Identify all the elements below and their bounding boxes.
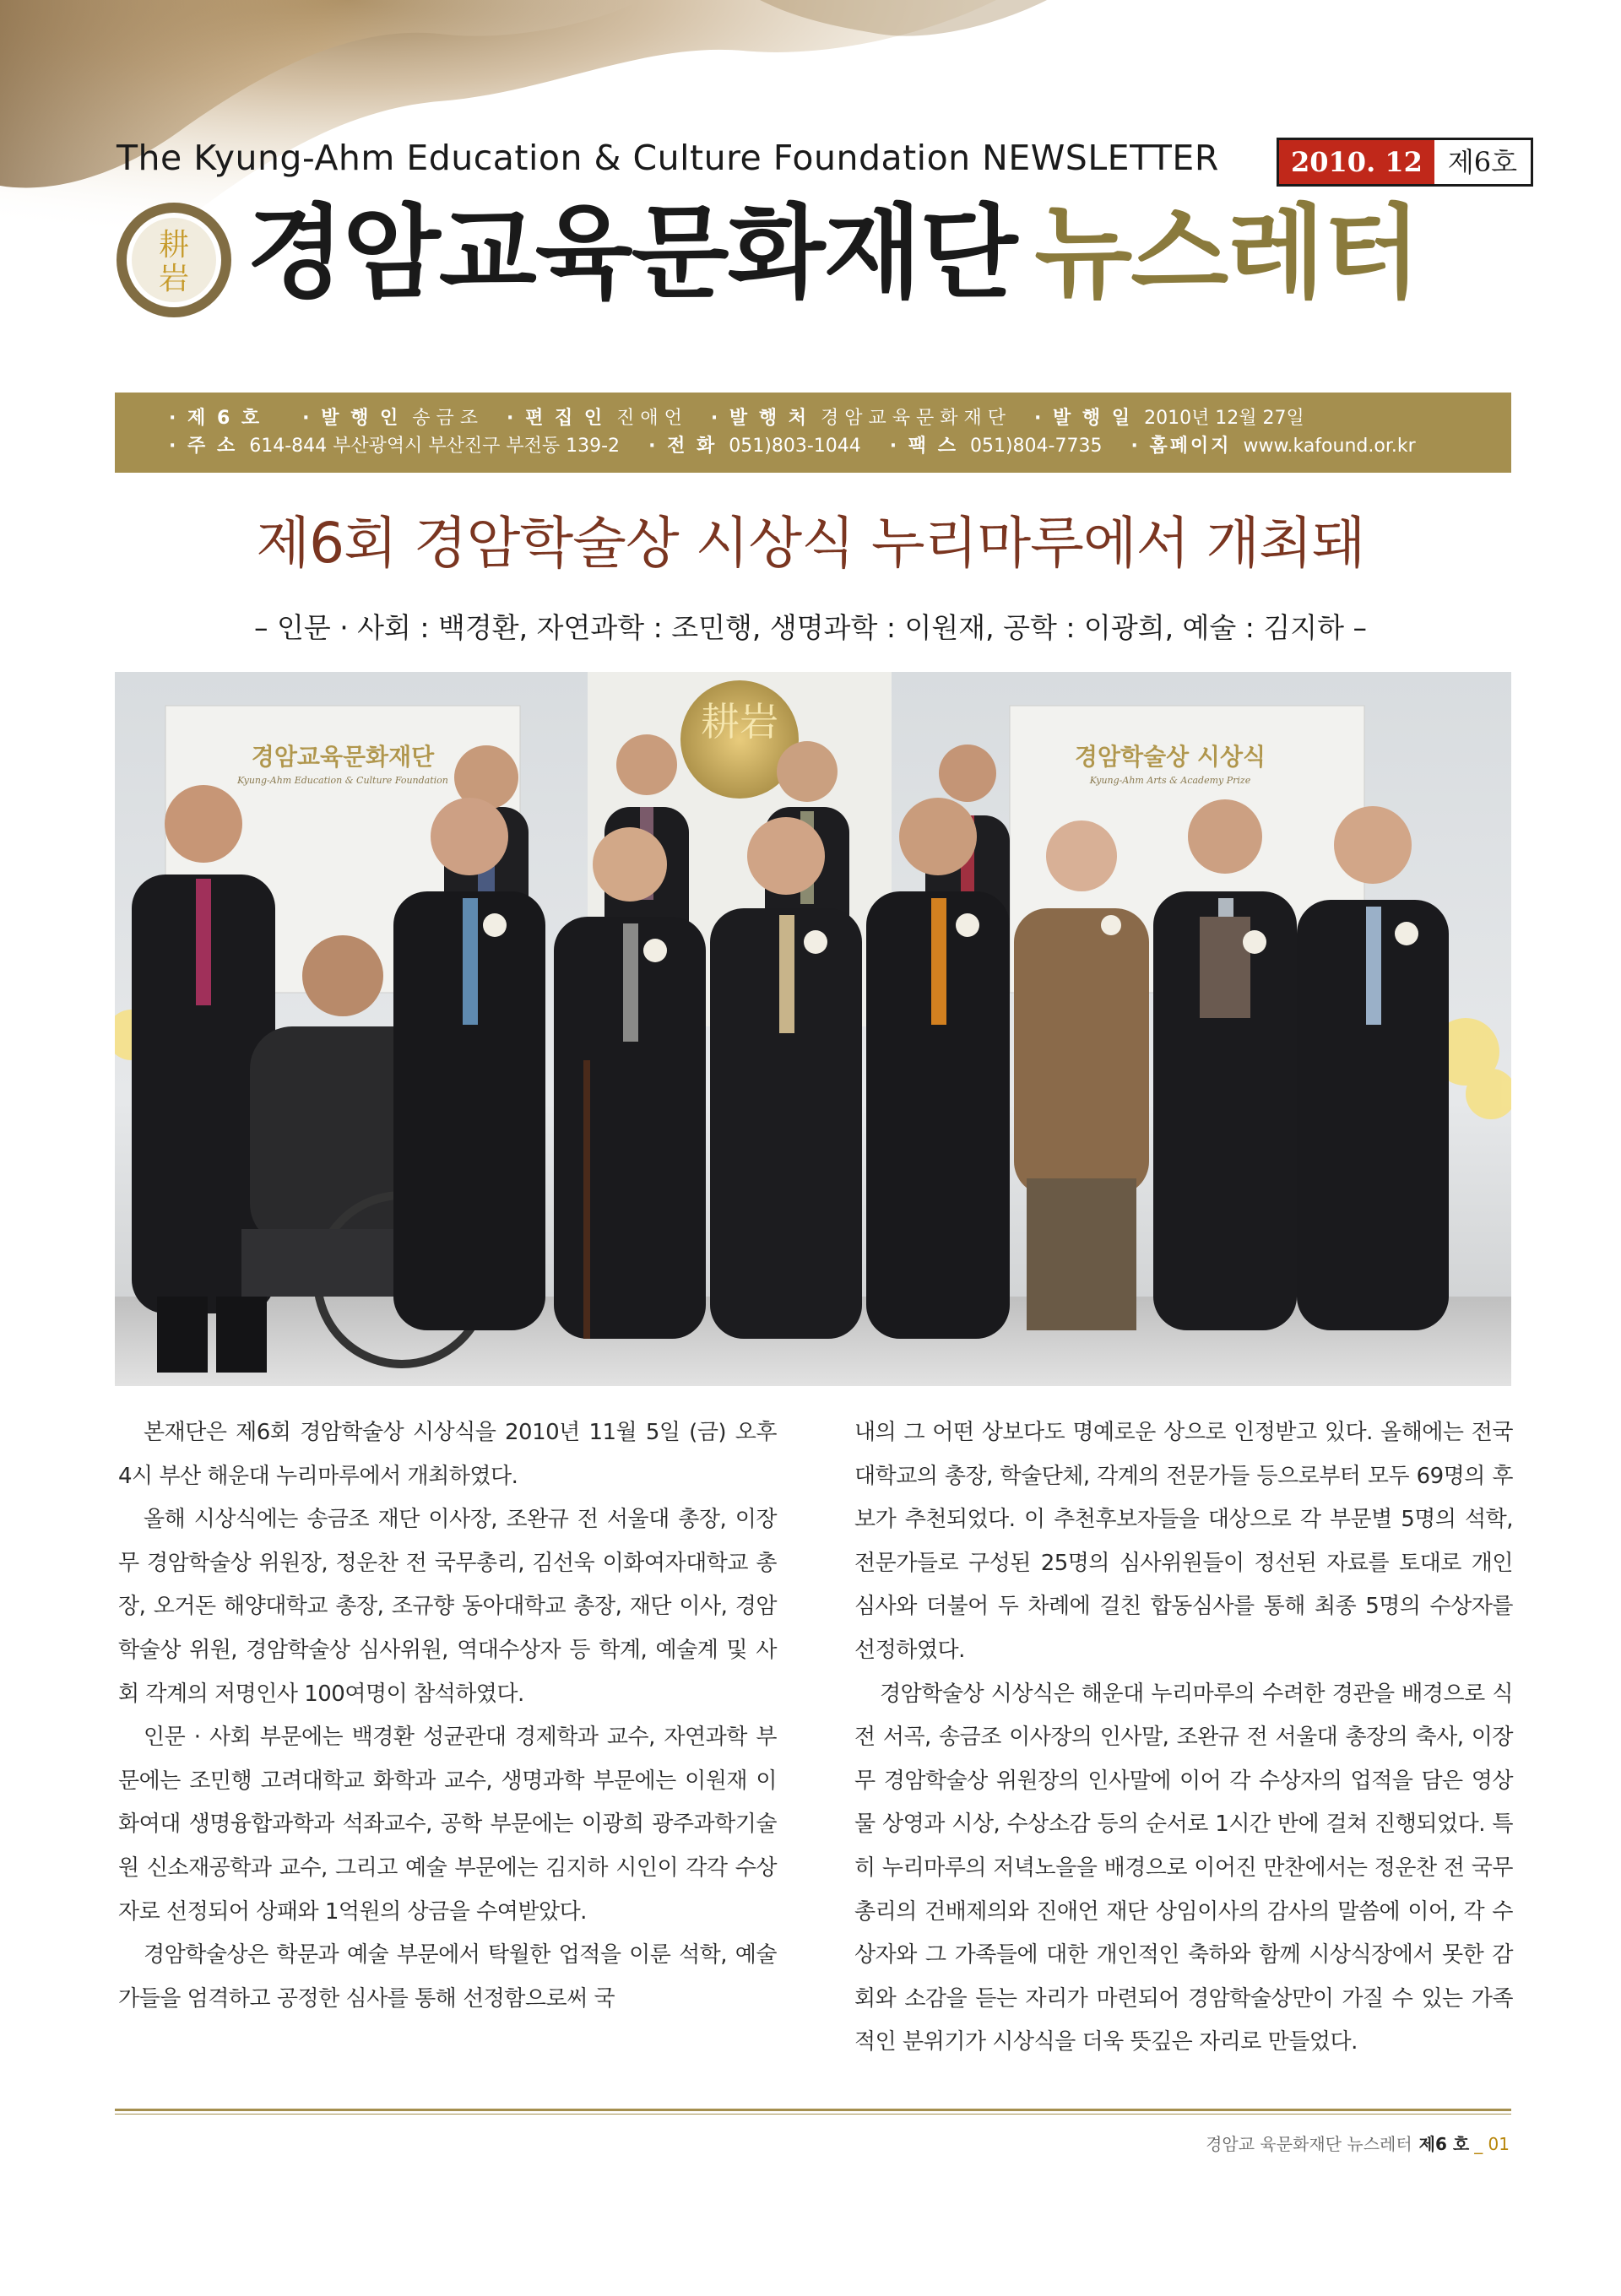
korean-masthead-title: [247, 191, 1419, 317]
info-row-1: [169, 404, 1491, 432]
paragraph: 내의 그 어떤 상보다도 명예로운 상으로 인정받고 있다. 올해에는 전국 대학교의 총장, 학술단체, 각계의 전문가들 등으로부터 모두 69명의 후보가 추천되었다. 이 추천후보자들을 대상으로 각 부문별 5명의 석학, 전문가들로 구성된 25명의 심사위원들이 정선된 자료를 토대로 개인 심사와 더불어 두 차례에 걸친 합동심사를 통해 최종 5명의 수상자를 선정하였다.: [854, 1420, 1513, 1663]
footer-rule-thin: [115, 2114, 1511, 2115]
footer-issue: 제6 호: [1418, 2134, 1470, 2154]
photo-banner-left-title: 경암교육문화재단: [251, 743, 435, 771]
info-homepage[interactable]: · 홈페이지 www.kafound.or.kr: [1130, 432, 1415, 460]
paragraph: 경암학술상 시상식은 해운대 누리마루의 수려한 경관을 배경으로 식전 서곡, 송금조 이사장의 인사말, 조완규 전 서울대 총장의 축사, 이장무 경암학술상 위원장의 인사말에 이어 각 수상자의 업적을 담은 영상물 상영과 시상, 수상소감 등의 순서로 1시간 반에 걸쳐 진행되었다. 특히 누리마루의 저녁노을을 배경으로 이어진 만찬에서는 정운찬 전 국무총리의 건배제의와 진애언 재단 상임이사의 감사의 말씀에 이어, 각 수상자와 그 가족들에 대한 개인적인 축하와 함께 시상식장에서 못한 감회와 소감을 듣는 자리가 마련되어 경암학술상만이 가질 수 있는 가족적인 분위기가 시상식을 더욱 뜻깊은 자리로 만들었다.: [854, 1681, 1513, 2055]
publication-info-bar: [115, 393, 1511, 473]
article-subheadline: – 인문 · 사회 : 백경환, 자연과학 : 조민행, 생명과학 : 이원재, 공학 : 이광희, 예술 : 김지하 –: [253, 611, 1368, 644]
info-fax: · 팩 스 051)804-7735: [890, 432, 1103, 460]
logo-char-top: 耕: [158, 228, 190, 263]
photo-banner-right-sub: Kyung-Ahm Arts & Academy Prize: [1089, 775, 1251, 786]
info-editor: · 편 집 인 진 애 언: [507, 404, 682, 432]
newsletter-label: 뉴스레터: [1034, 195, 1420, 312]
article-body-right-column: [854, 1411, 1513, 2065]
paragraph: 인문 · 사회 부문에는 백경환 성균관대 경제학과 교수, 자연과학 부문에는 조민행 고려대학교 화학과 교수, 생명과학 부문에는 이원재 이화여대 생명융합과학과 석좌교수, 공학 부문에는 이광희 광주과학기술원 신소재공학과 교수, 그리고 예술 부문에는 김지하 시인이 각각 수상자로 선정되어 상패와 1억원의 상금을 수여받았다.: [118, 1725, 777, 1925]
page-number: _ 01: [1474, 2134, 1510, 2154]
article-headline: 제6회 경암학술상 시상식 누리마루에서 개최돼: [256, 511, 1365, 576]
homepage-link[interactable]: www.kafound.or.kr: [1243, 436, 1416, 457]
photo-banner-left-sub: Kyung-Ahm Education & Culture Foundation: [237, 775, 448, 786]
issue-date: 2010. 12: [1279, 140, 1434, 184]
foundation-name: 경암교육문화재단: [247, 195, 1017, 312]
article-body-left-column: [118, 1411, 777, 2021]
info-issuer: · 발 행 처 경 암 교 육 문 화 재 단: [711, 404, 1006, 432]
photo-banner-right-title: 경암학술상 시상식: [1074, 743, 1266, 771]
award-ceremony-photo: [115, 672, 1511, 1386]
paragraph: 본재단은 제6회 경암학술상 시상식을 2010년 11월 5일 (금) 오후 4시 부산 해운대 누리마루에서 개최하였다.: [118, 1420, 777, 1489]
paragraph: 경암학술상은 학문과 예술 부문에서 탁월한 업적을 이룬 석학, 예술가들을 엄격하고 공정한 심사를 통해 선정함으로써 국: [118, 1942, 777, 2012]
logo-char-bottom: 岩: [158, 262, 190, 296]
info-date: · 발 행 일 2010년 12월 27일: [1034, 404, 1304, 432]
info-row-2: [169, 432, 1491, 460]
info-issue: · 제 6 호: [169, 404, 274, 432]
page-footer: [1206, 2131, 1510, 2155]
photo-banner-center: 耕岩: [701, 699, 778, 745]
foundation-logo: [115, 201, 233, 319]
info-publisher: · 발 행 인 송 금 조: [302, 404, 478, 432]
english-title: The Kyung-Ahm Education & Culture Foundation NEWSLETTER: [117, 138, 1219, 178]
footer-rule: [115, 2109, 1511, 2111]
info-address: · 주 소 614-844 부산광역시 부산진구 부전동 139-2: [169, 432, 620, 460]
paragraph: 올해 시상식에는 송금조 재단 이사장, 조완규 전 서울대 총장, 이장무 경암학술상 위원장, 정운찬 전 국무총리, 김선욱 이화여자대학교 총장, 오거돈 해양대학교 총장, 조규향 동아대학교 총장, 재단 이사, 경암학술상 위원, 경암학술상 심사위원, 역대수상자 등 학계, 예술계 및 사회 각계의 저명인사 100여명이 참석하였다.: [118, 1507, 777, 1707]
issue-number: 제6호: [1434, 140, 1531, 184]
info-phone: · 전 화 051)803-1044: [648, 432, 861, 460]
issue-badge: [1277, 138, 1533, 187]
footer-label: 경암교 육문화재단 뉴스레터: [1206, 2134, 1412, 2154]
